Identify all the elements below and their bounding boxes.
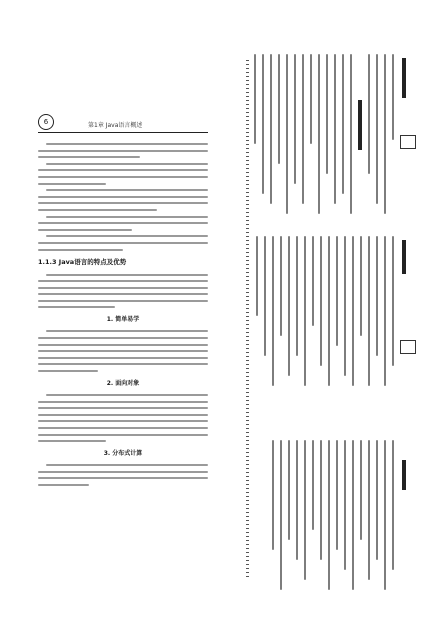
rotated-text-line xyxy=(304,440,306,580)
rotated-text-line xyxy=(336,440,338,550)
rotated-text-line xyxy=(320,440,322,560)
rotated-text-line xyxy=(352,440,354,590)
rotated-heading xyxy=(402,460,406,490)
rotated-text-line xyxy=(288,236,290,376)
rotated-text-line xyxy=(320,236,322,366)
tab-marker xyxy=(400,135,416,149)
rotated-text-line xyxy=(350,54,352,214)
rotated-text-line xyxy=(302,54,304,204)
rotated-text-line xyxy=(264,236,266,356)
rotated-heading xyxy=(358,100,362,150)
rotated-text-line xyxy=(312,440,314,530)
rotated-text-line xyxy=(392,440,394,570)
page-header xyxy=(38,118,208,133)
rotated-text-line xyxy=(318,54,320,214)
rotated-text-line xyxy=(328,440,330,590)
rotated-text-line xyxy=(270,54,272,204)
rotated-text-line xyxy=(280,236,282,336)
rotated-text-line xyxy=(384,54,386,214)
rotated-text-line xyxy=(328,236,330,386)
rotated-text-line xyxy=(254,54,256,144)
rotated-text-line xyxy=(342,54,344,194)
rotated-text-line xyxy=(288,440,290,540)
rotated-text-line xyxy=(280,440,282,590)
text-block-5 xyxy=(38,464,208,486)
subhead-3: 3. 分布式计算 xyxy=(103,450,143,458)
rotated-text-line xyxy=(256,236,258,316)
subhead-2: 2. 面向对象 xyxy=(106,380,140,388)
rotated-text-line xyxy=(368,236,370,386)
rotated-text-line xyxy=(312,236,314,326)
rotated-text-line xyxy=(376,54,378,204)
rotated-text-line xyxy=(376,236,378,356)
rotated-text-line xyxy=(326,54,328,174)
rotated-text-line xyxy=(272,440,274,550)
rotated-text-line xyxy=(352,236,354,386)
subhead-1: 1. 简单易学 xyxy=(106,316,140,324)
rotated-text-line xyxy=(296,440,298,560)
rotated-text-line xyxy=(294,54,296,184)
left-page xyxy=(38,118,208,608)
rotated-text-line xyxy=(272,236,274,386)
running-head: 第1章 Java语言概述 xyxy=(88,122,143,129)
rotated-text-line xyxy=(344,236,346,376)
rotated-text-line xyxy=(376,440,378,560)
section-title: 1.1.3 Java语言的特点及优势 xyxy=(38,257,127,266)
right-page-rotated xyxy=(226,40,412,600)
text-block-2 xyxy=(38,274,208,309)
rotated-text-line xyxy=(262,54,264,194)
rotated-text-line xyxy=(360,440,362,540)
rotated-text-line xyxy=(296,236,298,356)
tab-marker xyxy=(400,340,416,354)
text-block-4 xyxy=(38,394,208,442)
rotated-text-line xyxy=(392,236,394,366)
rotated-text-line xyxy=(368,54,370,174)
rotated-text-line xyxy=(392,54,394,140)
rotated-text-line xyxy=(336,236,338,346)
text-block-1 xyxy=(38,143,208,251)
rotated-heading xyxy=(402,240,406,274)
rotated-text-line xyxy=(334,54,336,204)
rotated-heading xyxy=(402,58,406,98)
rotated-margin-marks xyxy=(246,60,249,580)
rotated-text-line xyxy=(360,236,362,336)
text-block-3 xyxy=(38,330,208,372)
rotated-text-line xyxy=(286,54,288,214)
rotated-text-line xyxy=(384,440,386,590)
rotated-text-line xyxy=(304,236,306,386)
rotated-text-line xyxy=(278,54,280,164)
rotated-text-line xyxy=(310,54,312,144)
rotated-text-line xyxy=(384,236,386,386)
page-number: 6 xyxy=(38,114,54,130)
rotated-text-line xyxy=(368,440,370,580)
rotated-text-line xyxy=(344,440,346,570)
